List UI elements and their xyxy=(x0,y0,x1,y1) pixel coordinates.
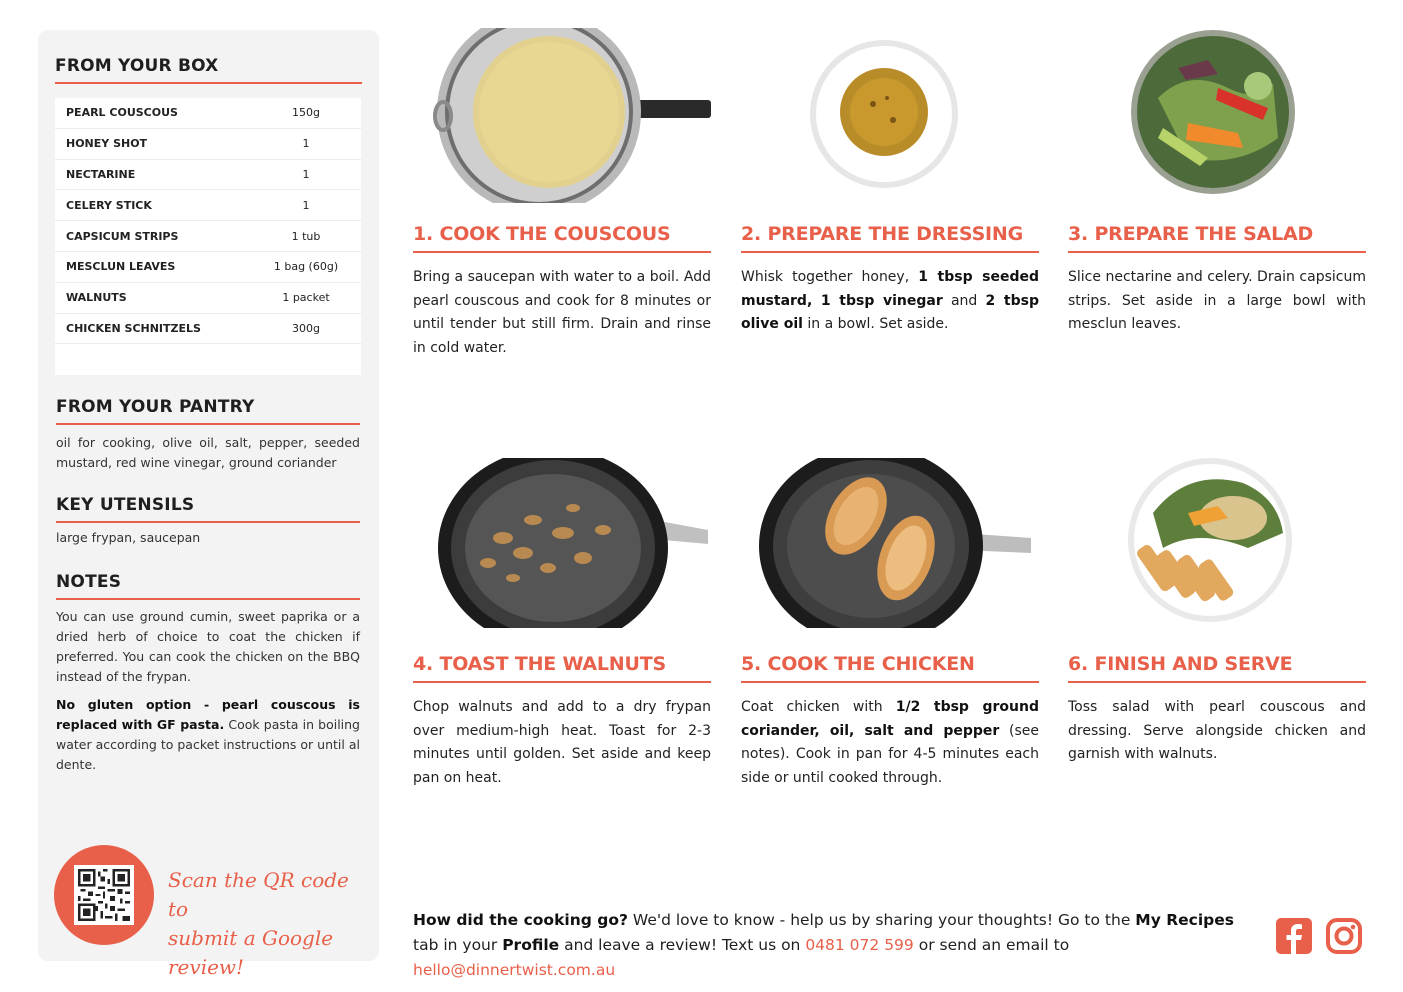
step-text-part: and xyxy=(942,292,986,309)
notes-title: NOTES xyxy=(56,572,360,600)
ingredient-row xyxy=(55,314,361,345)
step-text-part: Toss salad with pearl couscous and dressing. Serve alongside chicken and garnish with walnuts. xyxy=(1068,699,1366,762)
qr-code-icon[interactable] xyxy=(74,865,134,925)
step-2-title: 2. PREPARE THE DRESSING xyxy=(741,223,1039,253)
step-6-text xyxy=(1068,696,1366,767)
qr-prompt-line2: submit a Google review! xyxy=(168,926,334,979)
from-box-title: FROM YOUR BOX xyxy=(55,56,362,84)
phone-link[interactable]: 0481 072 599 xyxy=(805,936,914,954)
qr-prompt-line1: Scan the QR code to xyxy=(168,868,349,921)
ingredient-name: HONEY SHOT xyxy=(66,137,148,151)
footer-my-recipes: My Recipes xyxy=(1135,911,1234,929)
step-6-photo xyxy=(1068,458,1366,633)
step-text-part: Whisk together honey, xyxy=(741,269,919,285)
step-text-part: Coat chicken with xyxy=(741,699,896,715)
gluten-free-note xyxy=(56,695,360,775)
ingredient-row xyxy=(55,283,361,314)
ingredient-qty: 1 xyxy=(302,137,310,151)
step-5-photo xyxy=(741,458,1039,633)
from-box-table xyxy=(55,98,361,375)
ingredient-name: WALNUTS xyxy=(66,291,127,305)
step-text-part: Bring a saucepan with water to a boil. Add pearl couscous and cook for 8 minutes or until tender but still firm. Drain and rinse in cold water. xyxy=(413,269,711,356)
footer-profile: Profile xyxy=(502,936,560,954)
step-2-photo xyxy=(741,28,1039,203)
email-link[interactable]: hello@dinnertwist.com.au xyxy=(413,961,616,979)
step-4-text xyxy=(413,696,711,790)
step-text-part: (see notes). Cook in pan for 4-5 minutes each side or until cooked through. xyxy=(741,722,1039,786)
footer-text-1: We'd love to know - help us by sharing your thoughts! Go to the xyxy=(627,911,1136,929)
step-4-photo xyxy=(413,458,711,633)
ingredient-qty: 1 tub xyxy=(291,229,321,243)
pantry-text: oil for cooking, olive oil, salt, pepper, seeded mustard, red wine vinegar, ground coriander xyxy=(56,435,360,470)
ingredient-name: CELERY STICK xyxy=(66,198,152,212)
ingredient-qty: 1 bag (60g) xyxy=(273,260,339,274)
facebook-icon[interactable] xyxy=(1276,918,1312,954)
step-1-text xyxy=(413,266,711,360)
gluten-free-note-bold: No gluten option - pearl couscous is replaced with GF pasta. xyxy=(56,697,360,732)
ingredient-row xyxy=(55,129,361,160)
step-text-part: Chop walnuts and add to a dry frypan over medium-high heat. Toast for 2-3 minutes until golden. Set aside and keep pan on heat. xyxy=(413,699,711,786)
utensils-title: KEY UTENSILS xyxy=(56,495,360,523)
footer-text-4: or send an email to xyxy=(913,936,1070,954)
footer-question: How did the cooking go? xyxy=(413,911,628,929)
instagram-icon[interactable] xyxy=(1326,918,1362,954)
ingredient-row xyxy=(55,98,361,129)
step-2-text xyxy=(741,266,1039,337)
step-6-title: 6. FINISH AND SERVE xyxy=(1068,653,1366,683)
step-1-title: 1. COOK THE COUSCOUS xyxy=(413,223,711,253)
step-3-photo xyxy=(1068,28,1366,203)
step-text-part: 1/2 tbsp ground coriander, oil, salt and pepper xyxy=(741,699,1039,739)
step-text-part: 2 tbsp olive oil xyxy=(741,292,1039,332)
ingredient-row xyxy=(55,252,361,283)
step-1-photo xyxy=(413,28,711,203)
step-text-part: Slice nectarine and celery. Drain capsicum strips. Set aside in a large bowl with mesclun leaves. xyxy=(1068,269,1366,332)
ingredient-name: MESCLUN LEAVES xyxy=(66,260,176,274)
ingredient-row xyxy=(55,160,361,191)
ingredient-name: PEARL COUSCOUS xyxy=(66,106,178,120)
notes-text: You can use ground cumin, sweet paprika or a dried herb of choice to coat the chicken if preferred. You can cook the chicken on the BBQ instead of the frypan. xyxy=(56,609,360,684)
ingredient-qty: 1 xyxy=(302,167,310,181)
step-3-text xyxy=(1068,266,1366,337)
gluten-free-note-rest: Cook pasta in boiling water according to packet instructions or until al dente. xyxy=(56,717,360,772)
step-3-title: 3. PREPARE THE SALAD xyxy=(1068,223,1366,253)
qr-badge[interactable] xyxy=(54,845,154,945)
ingredient-row xyxy=(55,221,361,252)
ingredient-qty: 150g xyxy=(292,106,320,120)
step-5-text xyxy=(741,696,1039,790)
step-text-part: 1 tbsp seeded mustard, 1 tbsp vinegar xyxy=(741,269,1039,309)
ingredient-qty: 1 xyxy=(302,198,310,212)
review-footer xyxy=(413,908,1263,983)
step-4-title: 4. TOAST THE WALNUTS xyxy=(413,653,711,683)
pantry-title: FROM YOUR PANTRY xyxy=(56,397,360,425)
ingredient-name: NECTARINE xyxy=(66,167,136,181)
step-text-part: in a bowl. Set aside. xyxy=(802,316,949,332)
utensils-text: large frypan, saucepan xyxy=(56,530,201,545)
ingredients-sidebar xyxy=(38,30,379,979)
ingredient-name: CHICKEN SCHNITZELS xyxy=(66,321,201,335)
ingredient-qty: 1 packet xyxy=(282,291,330,305)
step-5-title: 5. COOK THE CHICKEN xyxy=(741,653,1039,683)
ingredient-qty: 300g xyxy=(292,321,320,335)
footer-text-2: tab in your xyxy=(413,936,503,954)
footer-text-3: and leave a review! Text us on xyxy=(559,936,806,954)
ingredient-row xyxy=(55,190,361,221)
ingredient-name: CAPSICUM STRIPS xyxy=(66,229,179,243)
qr-prompt xyxy=(168,866,368,982)
